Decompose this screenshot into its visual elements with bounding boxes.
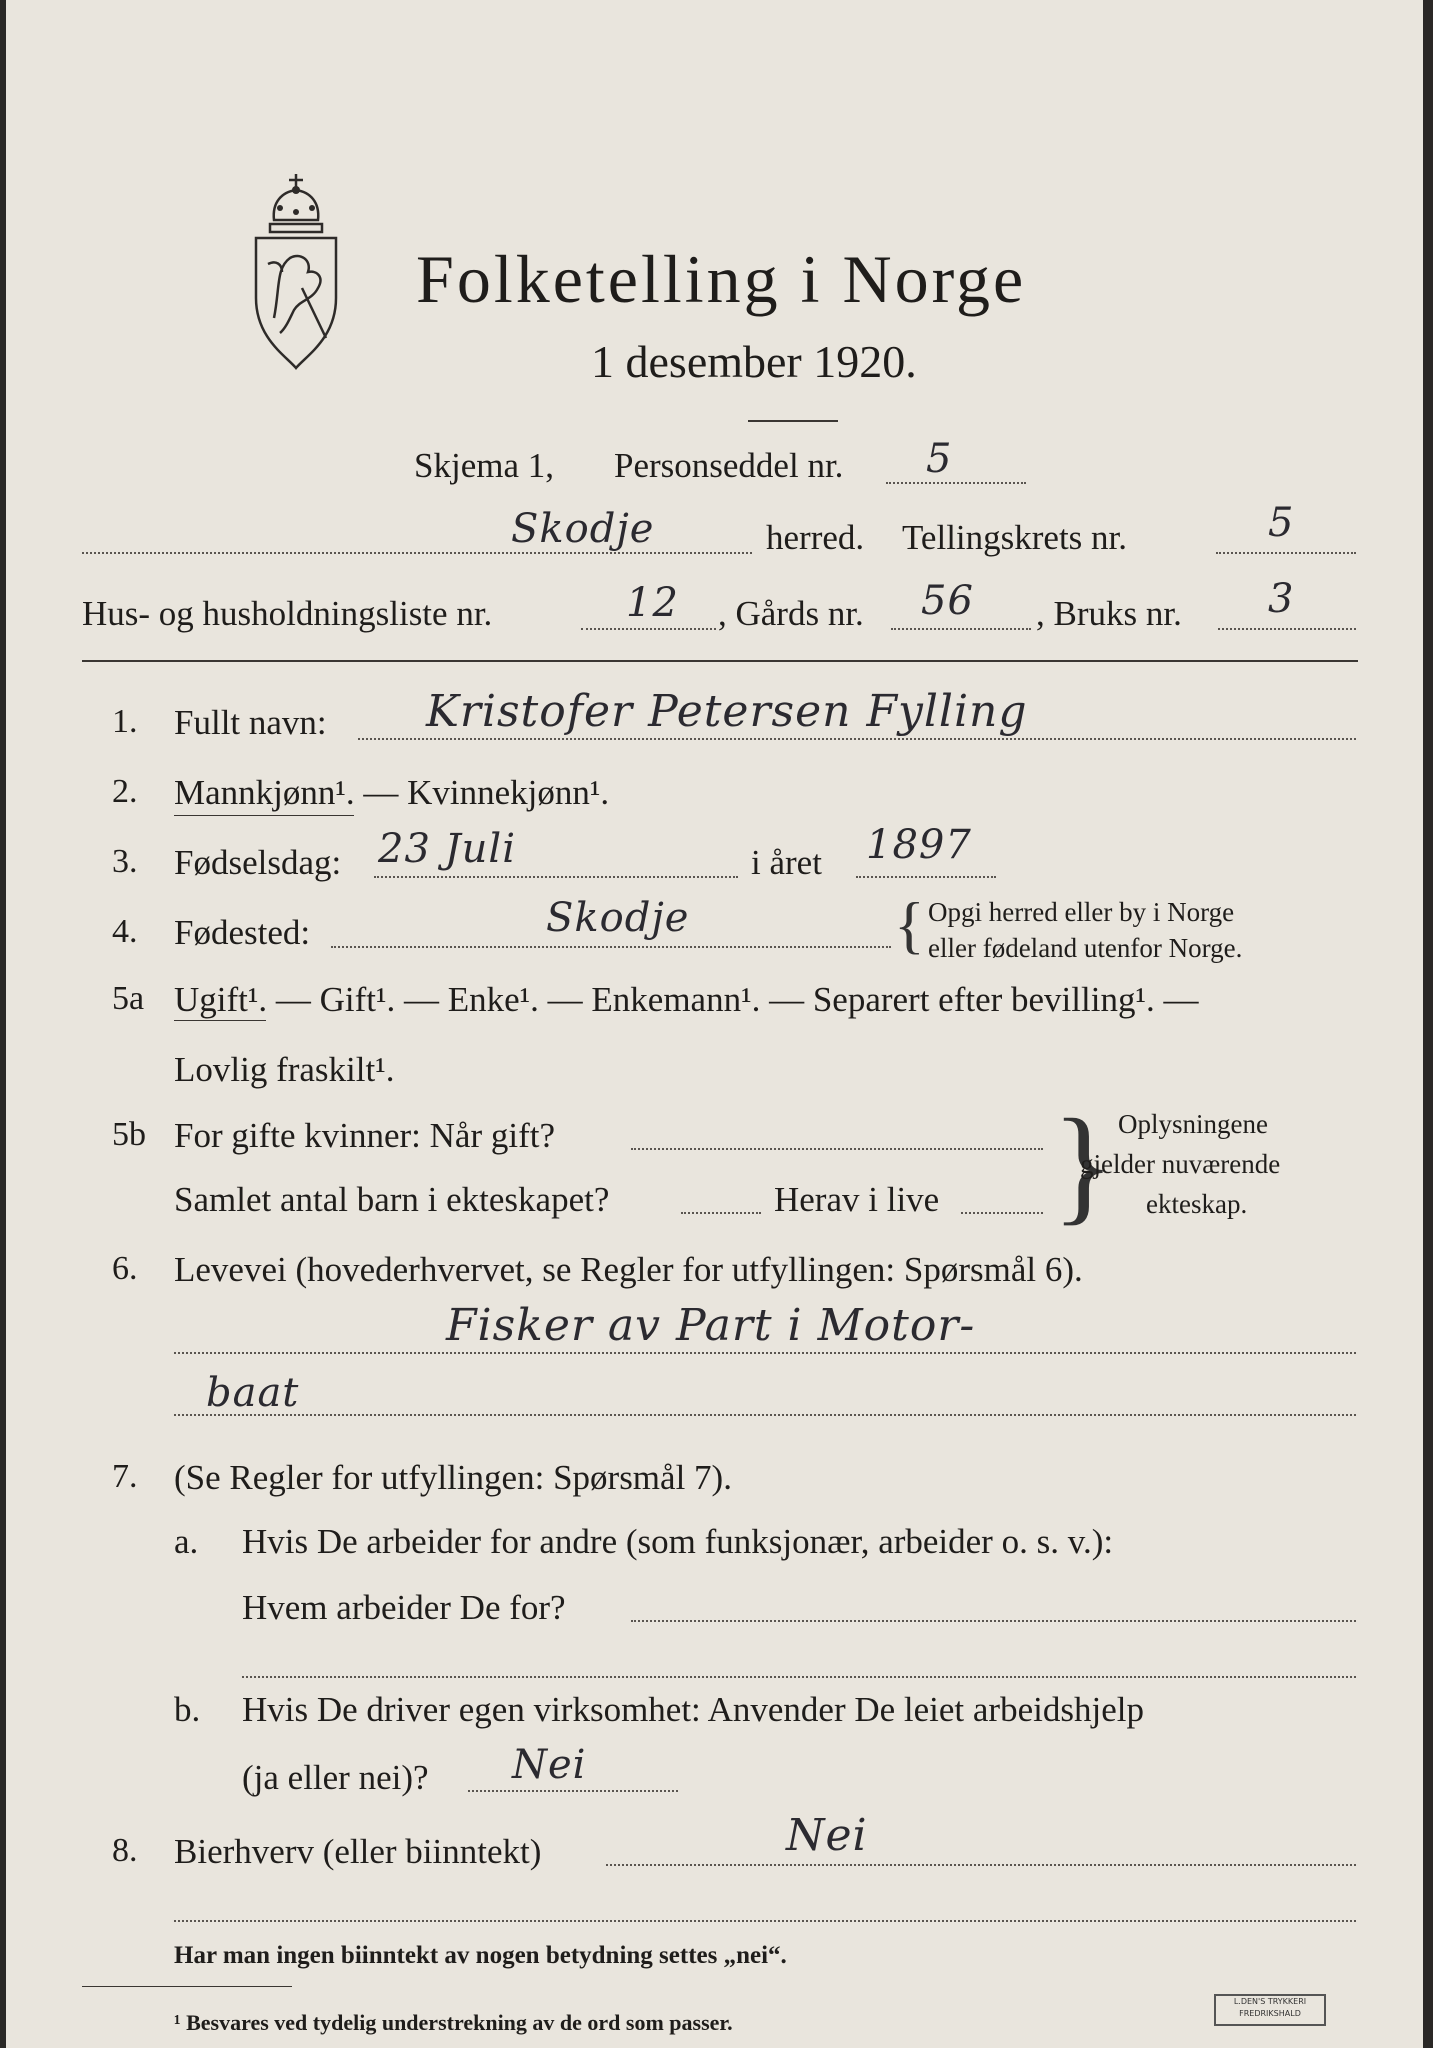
q4-note-brace: { — [894, 889, 925, 960]
bruks-label: , Bruks nr. — [1036, 594, 1182, 633]
q8-label: Bierhverv (eller biinntekt) — [174, 1832, 542, 1871]
q5a-line2: Lovlig fraskilt¹. — [174, 1050, 395, 1089]
q7b-letter: b. — [174, 1690, 201, 1729]
q3-answer: 23 Juli — [378, 826, 516, 872]
footnote-rule — [82, 1986, 292, 1987]
q5b-alive-label: Herav i live — [774, 1180, 940, 1219]
q5b-number: 5b — [112, 1116, 146, 1153]
q1-line — [358, 738, 1356, 740]
q3-year-line — [856, 876, 996, 878]
q6-label: Levevei (hovederhvervet, se Regler for utfyllingen: Spørsmål 6). — [174, 1250, 1083, 1289]
personseddel-label: Personseddel nr. — [614, 446, 844, 485]
printer-stamp-line1: L.DEN'S TRYKKERI — [1233, 1997, 1307, 2006]
herred-label: herred. — [766, 518, 865, 557]
q7a-line2: Hvem arbeider De for? — [242, 1588, 566, 1627]
q7a-letter: a. — [174, 1522, 199, 1561]
q3-year: 1897 — [866, 822, 972, 868]
personseddel-value: 5 — [926, 436, 953, 482]
schema-label: Skjema 1, — [414, 446, 554, 485]
tellingskrets-value: 5 — [1268, 500, 1295, 546]
q7a-answer-line — [631, 1620, 1356, 1622]
q5a-line1: Ugift¹. — Gift¹. — Enke¹. — Enkemann¹. — Separert efter bevilling¹. — — [174, 980, 1199, 1019]
herred-line — [82, 552, 752, 554]
q4-note-line2: eller fødeland utenfor Norge. — [928, 933, 1243, 963]
husholdning-label: Hus- og husholdningsliste nr. — [82, 594, 493, 633]
q3-number: 3. — [112, 843, 138, 880]
q5b-note2: gjelder nuværende — [1080, 1149, 1281, 1179]
husholdning-line — [581, 628, 716, 630]
q1-answer: Kristofer Petersen Fylling — [426, 686, 1028, 737]
title-divider — [748, 420, 838, 422]
q3-label: Fødselsdag: — [174, 843, 342, 882]
q6-answer-2: baat — [206, 1370, 300, 1416]
q7b-line2: (ja eller nei)? — [242, 1758, 429, 1797]
q8-answer-line — [606, 1864, 1356, 1866]
q5b-alive-line — [961, 1212, 1043, 1214]
printer-stamp — [1214, 1994, 1326, 2026]
footnote: ¹ Besvares ved tydelig understrekning av de ord som passer. — [174, 2010, 733, 2035]
q7a-answer-line2 — [242, 1676, 1356, 1678]
q6-answer-line1 — [174, 1352, 1356, 1354]
personseddel-line — [886, 482, 1026, 484]
q3-line — [374, 876, 738, 878]
q7b-answer-line — [468, 1790, 678, 1792]
q5b-married-line — [631, 1148, 1043, 1150]
herred-value: Skodje — [511, 506, 655, 552]
q7b-answer: Nei — [512, 1742, 587, 1788]
footer-note: Har man ingen biinntekt av nogen betydning settes „nei“. — [174, 1942, 787, 1969]
q5b-note3: ekteskap. — [1146, 1189, 1248, 1219]
q4-answer: Skodje — [546, 895, 690, 941]
norwegian-coat-of-arms-icon — [246, 168, 346, 378]
q4-line — [331, 946, 891, 948]
q3-year-label: i året — [751, 843, 822, 882]
q8-answer: Nei — [786, 1810, 868, 1861]
census-date: 1 desember 1920. — [591, 336, 917, 387]
q5b-note1: Oplysningene — [1118, 1109, 1268, 1139]
q1-label: Fullt navn: — [174, 703, 327, 742]
q5a-number: 5a — [112, 980, 145, 1017]
gaards-label: , Gårds nr. — [718, 594, 864, 633]
q2-underline-mannkjonn — [174, 815, 354, 816]
gaards-value: 56 — [921, 578, 974, 624]
q5b-line1: For gifte kvinner: Når gift? — [174, 1116, 556, 1155]
q7-label: (Se Regler for utfyllingen: Spørsmål 7). — [174, 1458, 732, 1497]
q5b-children-label: Samlet antal barn i ekteskapet? — [174, 1180, 610, 1219]
census-form-sheet — [6, 0, 1423, 2048]
q5a-underline-ugift — [174, 1020, 266, 1021]
q6-number: 6. — [112, 1250, 138, 1287]
q7-number: 7. — [112, 1458, 138, 1495]
tellingskrets-line — [1216, 552, 1356, 554]
q5b-note-brace: } — [1052, 1093, 1115, 1237]
q8-answer-line2 — [174, 1920, 1356, 1922]
q6-answer-1: Fisker av Part i Motor- — [446, 1300, 976, 1351]
header-rule — [82, 660, 1358, 662]
bruks-value: 3 — [1268, 576, 1295, 622]
q7b-line1: Hvis De driver egen virksomhet: Anvender De leiet arbeidshjelp — [242, 1690, 1144, 1729]
q4-number: 4. — [112, 913, 138, 950]
q4-note-line1: Opgi herred eller by i Norge — [928, 897, 1235, 927]
q1-number: 1. — [112, 703, 138, 740]
q2-label: Mannkjønn¹. — Kvinnekjønn¹. — [174, 773, 610, 812]
husholdning-value: 12 — [626, 580, 679, 626]
q7a-line1: Hvis De arbeider for andre (som funksjonær, arbeider o. s. v.): — [242, 1522, 1114, 1561]
gaards-line — [891, 628, 1031, 630]
printer-stamp-line2: FREDRIKSHALD — [1239, 2009, 1301, 2018]
form-title: Folketelling i Norge — [416, 241, 1027, 317]
q8-number: 8. — [112, 1832, 138, 1869]
bruks-line — [1218, 628, 1356, 630]
tellingskrets-label: Tellingskrets nr. — [902, 518, 1128, 557]
q5b-children-line — [681, 1212, 761, 1214]
q2-number: 2. — [112, 773, 138, 810]
q6-answer-line2 — [174, 1414, 1356, 1416]
q4-label: Fødested: — [174, 913, 311, 952]
